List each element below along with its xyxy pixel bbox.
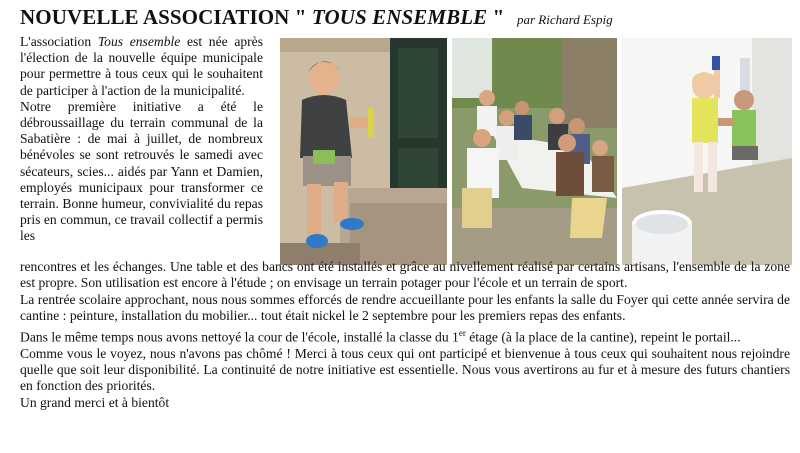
paragraph-terrain-continued: rencontres et les échanges. Une table et des bancs ont été installés et grâce au nivellement réalisé par certains artisans, l'ensemble de la zone est propre. Son utilisation est encore à l'étude ; on envisage un terrain potager pour l'école et un terrain de sport.	[20, 259, 790, 291]
article-title	[20, 5, 504, 30]
intro-column	[20, 34, 263, 245]
volunteers-lunch-image	[452, 38, 617, 265]
intro-text: L'association	[20, 34, 98, 49]
photo-volunteers-lunch	[452, 38, 617, 265]
article-header	[20, 2, 790, 32]
intro-text-cont: est née après l'élection de la nouvelle équipe municipale pour permettre à tous ceux qui le souhaitent de participer à l'action de la municipalité.	[20, 34, 263, 98]
photo-boy-painting-door	[280, 38, 447, 265]
paragraph-school-yard	[20, 325, 790, 346]
photo-children-painting-wall	[622, 38, 792, 265]
intro-association-name: Tous ensemble	[97, 34, 181, 49]
paragraph-thanks: Comme vous le voyez, nous n'avons pas chômé ! Merci à tous ceux qui ont participé et bienvenue à tous ceux qui souhaitent nous rejoindre quelle que soit leur disponibilité. La continuité de notre initiative est essentielle. Nous vous avertirons au fur et à mesure des futurs chantiers en fonction des priorités.	[20, 345, 790, 394]
boy-painting-door-image	[280, 38, 447, 265]
paragraph-closing: Un grand merci et à bientôt	[20, 394, 170, 410]
yard-text: Dans le même temps nous avons nettoyé la cour de l'école, installé la classe du 1	[20, 329, 459, 345]
association-name: TOUS ENSEMBLE	[306, 5, 493, 29]
title-suffix: "	[492, 5, 505, 29]
paragraph-intro	[20, 34, 263, 99]
article-body	[20, 259, 790, 411]
yard-text-cont: étage (à la place de la cantine), repeint le portail...	[465, 329, 741, 345]
title-prefix: NOUVELLE ASSOCIATION "	[20, 5, 307, 29]
children-painting-wall-image	[622, 38, 792, 265]
byline: par Richard Espig	[517, 12, 613, 27]
paragraph-school-canteen: La rentrée scolaire approchant, nous nous sommes efforcés de rendre accueillante pour les enfants la salle du Foyer qui cette année servira de cantine : peinture, installation du mobilier... tout était nickel le 2 septembre pour les premiers repas des enfants.	[20, 291, 790, 324]
paragraph-first-initiative: Notre première initiative a été le débroussaillage du terrain communal de la Sabatière : de mai à juillet, de nombreux bénévoles se sont retrouvés le samedi avec sécateurs, scies... aidés par Yann et Damien, employés municipaux pour transformer ce terrain. Bonne humeur, convivialité du repas pris en commun, ce travail collectif a permis les	[20, 98, 263, 244]
ordinal-suffix: er	[458, 327, 466, 338]
